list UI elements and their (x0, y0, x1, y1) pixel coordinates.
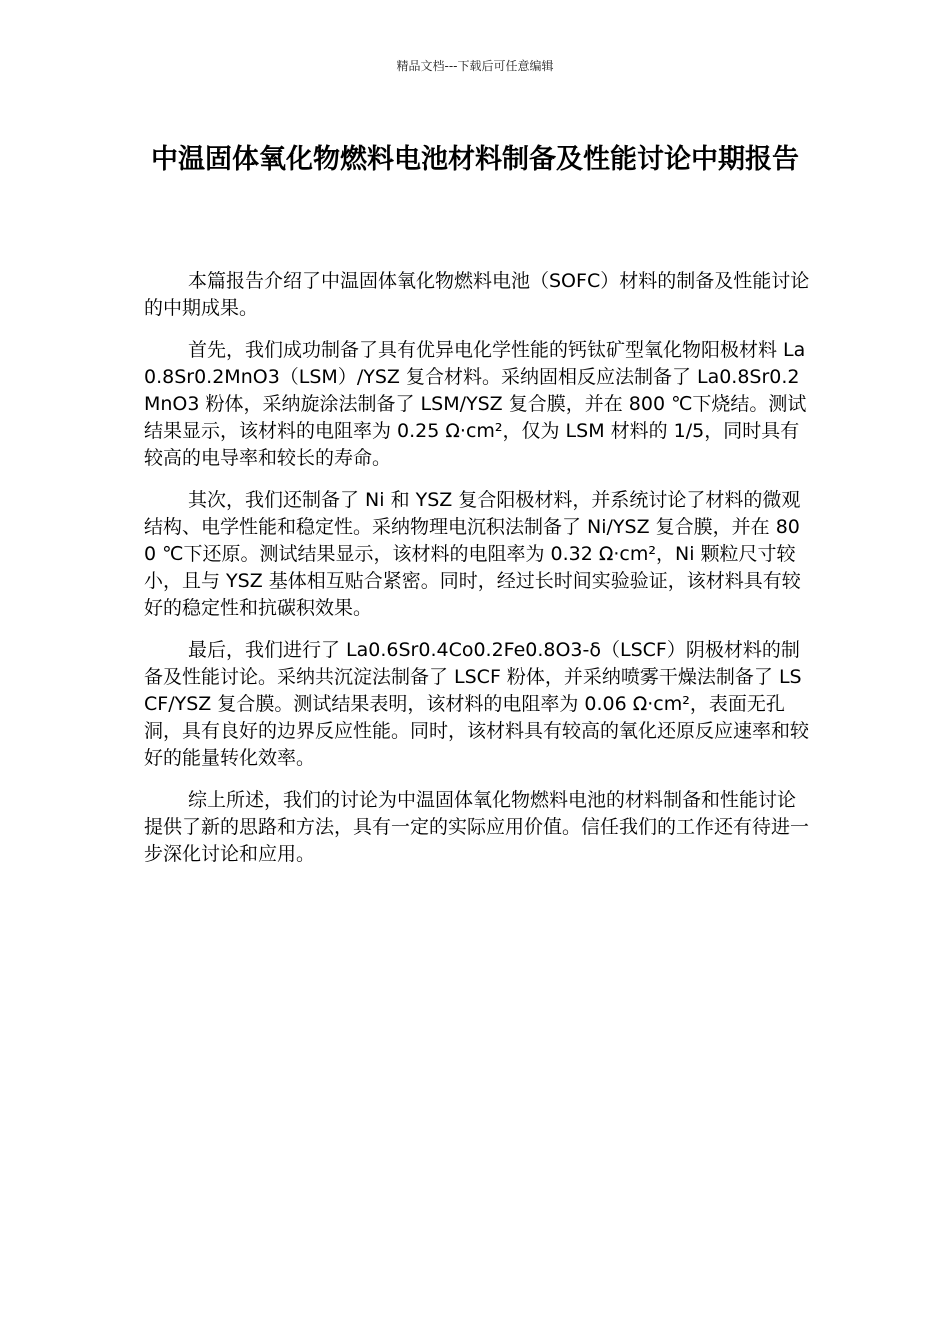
document-body (144, 268, 810, 883)
document-title: 中温固体氧化物燃料电池材料制备及性能讨论中期报告 (151, 144, 799, 175)
paragraph-lscf-cathode: 最后，我们进行了 La0.6Sr0.4Co0.2Fe0.8O3-δ（LSCF）阴极材料的制备及性能讨论。采纳共沉淀法制备了 LSCF 粉体，并采纳喷雾干燥法制备了 LSCF/YSZ 复合膜。测试结果表明，该材料的电阻率为 0.06 Ω·cm²，表面无孔洞，具有良好的边界反应性能。同时，该材料具有较高的氧化还原反应速率和较好的能量转化效率。 (144, 639, 810, 769)
paragraph-lsm-anode: 首先，我们成功制备了具有优异电化学性能的钙钛矿型氧化物阳极材料 La0.8Sr0.2MnO3（LSM）/YSZ 复合材料。采纳固相反应法制备了 La0.8Sr0.2MnO3 粉体，采纳旋涂法制备了 LSM/YSZ 复合膜，并在 800 ℃下烧结。测试结果显示，该材料的电阻率为 0.25 Ω·cm²，仅为 LSM 材料的 1/5，同时具有较高的电导率和较长的寿命。 (144, 339, 807, 469)
page-header: 精品文档---下载后可任意编辑 (396, 59, 554, 73)
paragraph-ni-ysz-anode: 其次，我们还制备了 Ni 和 YSZ 复合阳极材料，并系统讨论了材料的微观结构、电学性能和稳定性。采纳物理电沉积法制备了 Ni/YSZ 复合膜，并在 800 ℃下还原。测试结果显示，该材料的电阻率为 0.32 Ω·cm²，Ni 颗粒尺寸较小，且与 YSZ 基体相互贴合紧密。同时，经过长时间实验验证，该材料具有较好的稳定性和抗碳积效果。 (144, 489, 801, 619)
paragraph-conclusion: 综上所述，我们的讨论为中温固体氧化物燃料电池的材料制备和性能讨论提供了新的思路和方法，具有一定的实际应用价值。信任我们的工作还有待进一步深化讨论和应用。 (144, 789, 810, 865)
paragraph-intro: 本篇报告介绍了中温固体氧化物燃料电池（SOFC）材料的制备及性能讨论的中期成果。 (144, 270, 810, 319)
